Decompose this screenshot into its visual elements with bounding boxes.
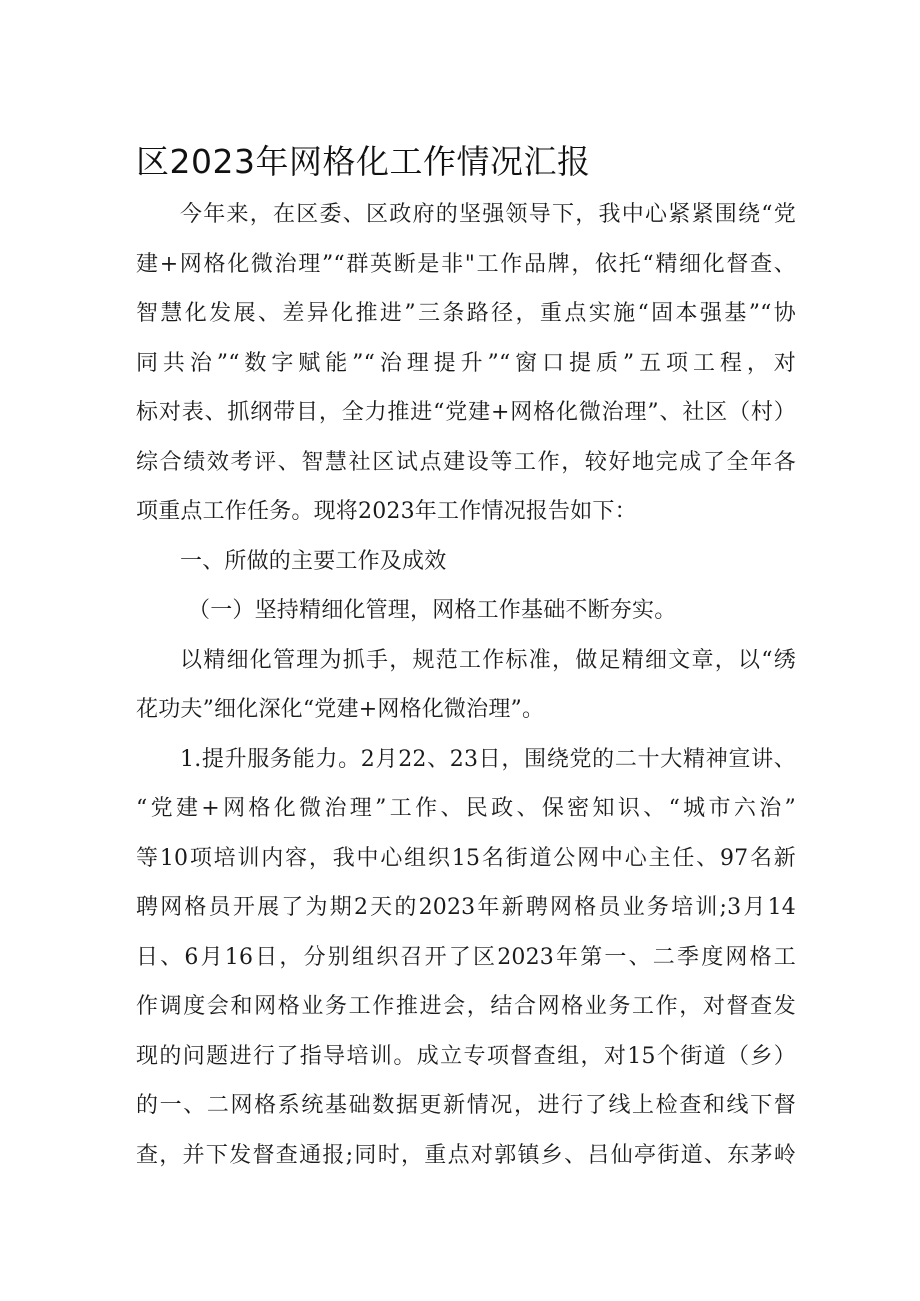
text-line: 的一、二网格系统基础数据更新情况，进行了线上检查和线下督 — [136, 1093, 796, 1118]
text-line: 一、所做的主要工作及成效 — [180, 548, 447, 574]
text-line: 查，并下发督查通报;同时，重点对郭镇乡、吕仙亭街道、东茅岭 — [136, 1142, 796, 1168]
text-line: 建+网格化微治理”“群英断是非"工作品牌，依托“精细化督查、 — [136, 251, 796, 277]
text-line: 聘网格员开展了为期2天的2023年新聘网格员业务培训;3月14 — [136, 895, 796, 920]
text-line: 今年来，在区委、区政府的坚强领导下，我中心紧紧围绕“党 — [180, 202, 796, 227]
text-line: 同共治”“数字赋能”“治理提升”“窗口提质”五项工程，对 — [136, 350, 796, 376]
text-line: 现的问题进行了指导培训。成立专项督查组，对15个街道（乡） — [136, 1043, 796, 1069]
paragraph-approach — [136, 636, 796, 735]
section-heading — [136, 537, 796, 587]
document-body — [136, 190, 796, 1180]
subsection-heading — [136, 586, 796, 636]
text-line: 日、6月16日，分别组织召开了区2023年第一、二季度网格工 — [136, 944, 796, 970]
text-line: 以精细化管理为抓手，规范工作标准，做足精细文章，以“绣 — [180, 647, 796, 673]
document-title: 区2023年网格化工作情况汇报 — [136, 142, 591, 181]
text-line: 等10项培训内容，我中心组织15名街道公网中心主任、97名新 — [136, 845, 796, 871]
text-line: 作调度会和网格业务工作推进会，结合网格业务工作，对督查发 — [136, 994, 796, 1019]
paragraph-intro — [136, 190, 796, 537]
text-line: 智慧化发展、差异化推进”三条路径，重点实施“固本强基”“协 — [136, 301, 796, 326]
text-line: 标对表、抓纲带目，全力推进“党建+网格化微治理”、社区（村） — [136, 400, 796, 425]
text-line: “党建+网格化微治理”工作、民政、保密知识、“城市六治” — [136, 796, 796, 821]
text-line: 花功夫”细化深化“党建+网格化微治理”。 — [136, 697, 545, 722]
text-line: 项重点工作任务。现将2023年工作情况报告如下： — [136, 499, 637, 524]
paragraph-service-capacity — [136, 735, 796, 1181]
text-line: 1.提升服务能力。2月22、23日，围绕党的二十大精神宣讲、 — [180, 746, 796, 772]
text-line: 综合绩效考评、智慧社区试点建设等工作，较好地完成了全年各 — [136, 449, 796, 475]
text-line: （一）坚持精细化管理，网格工作基础不断夯实。 — [188, 598, 677, 623]
